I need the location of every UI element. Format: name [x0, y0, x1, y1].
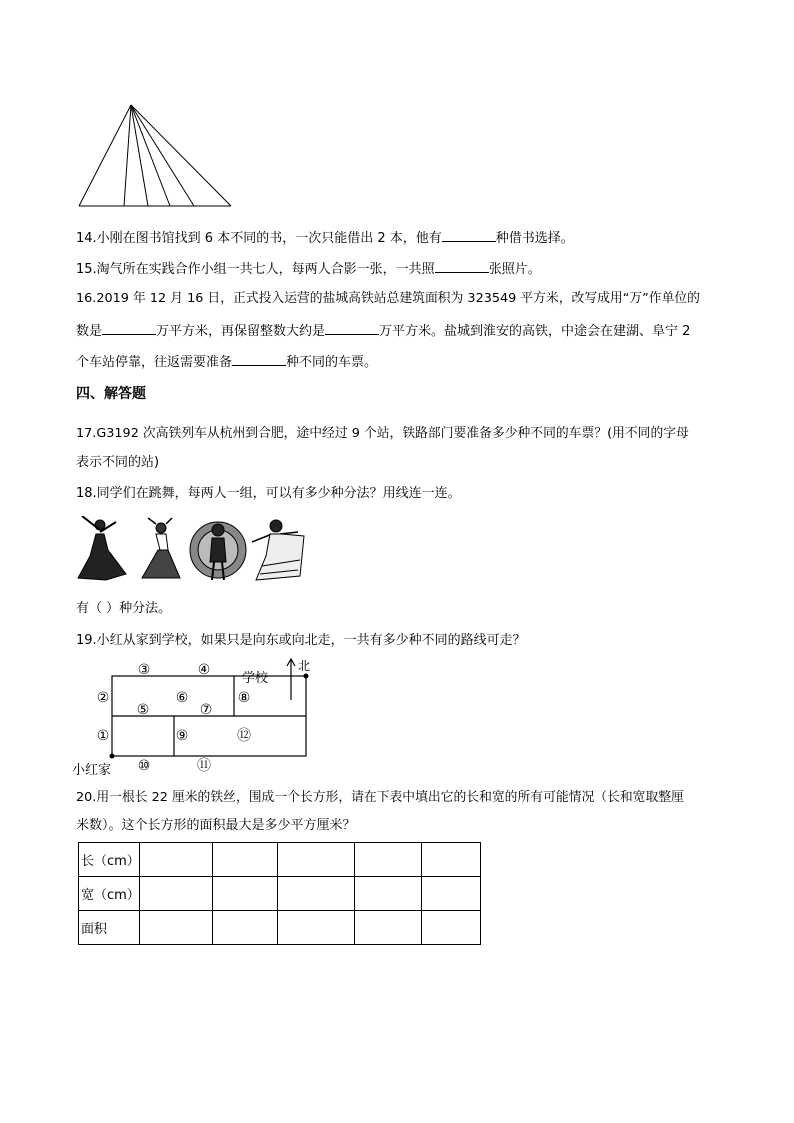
section-heading: 四、解答题: [76, 386, 146, 402]
dancer-4: [252, 520, 304, 580]
table-cell[interactable]: [140, 843, 213, 877]
dancer-3: [190, 522, 246, 580]
route-label-1: ①: [96, 728, 110, 744]
question-18: 18.同学们在跳舞，每两人一组，可以有多少种分法？用线连一连。: [76, 486, 461, 501]
route-label-5: ⑤: [136, 702, 150, 718]
table-cell[interactable]: [422, 843, 481, 877]
table-cell[interactable]: [355, 843, 422, 877]
dancer-2: [142, 518, 180, 578]
question-20-line-1: 20.用一根长 22 厘米的铁丝，围成一个长方形，请在下表中填出它的长和宽的所有可能情况（长和宽取整厘: [76, 790, 684, 805]
row-header: 宽（cm）: [79, 877, 140, 911]
answer-blank[interactable]: [232, 352, 286, 366]
question-14: 14.小刚在图书馆找到 6 本不同的书，一次只能借出 2 本，他有 种借书选择。: [76, 228, 574, 248]
route-label-9: ⑨: [175, 728, 189, 744]
route-label-4: ④: [197, 662, 211, 678]
question-18-answer: 有（ ）种分法。: [76, 601, 172, 616]
answer-table: [78, 842, 481, 945]
route-label-8: ⑧: [237, 690, 251, 706]
table-cell[interactable]: [422, 877, 481, 911]
route-label-6: ⑥: [175, 690, 189, 706]
question-17-line-2: 表示不同的站): [76, 455, 160, 470]
table-cell[interactable]: [278, 843, 355, 877]
question-16-line-2: 数是 万平方米，再保留整数大约是 万平方米。盐城到淮安的高铁，中途会在建湖、阜宁 2: [76, 321, 690, 341]
route-map: [70, 656, 330, 780]
question-20-line-2: 米数）。这个长方形的面积最大是多少平方厘米？: [76, 818, 356, 833]
question-17-line-1: 17.G3192 次高铁列车从杭州到合肥，途中经过 9 个站，铁路部门要准备多少种不同的车票？(用不同的字母: [76, 426, 689, 441]
question-16-line-3: 个车站停靠，往返需要准备 种不同的车票。: [76, 352, 377, 372]
table-row: [79, 911, 481, 945]
table-cell[interactable]: [140, 911, 213, 945]
answer-blank[interactable]: [102, 321, 156, 335]
table-cell[interactable]: [140, 877, 213, 911]
table-cell[interactable]: [355, 877, 422, 911]
table-cell[interactable]: [278, 877, 355, 911]
table-row: [79, 843, 481, 877]
table-cell[interactable]: [355, 911, 422, 945]
school-dot: [304, 674, 309, 679]
table-cell[interactable]: [422, 911, 481, 945]
route-label-10: ⑩: [137, 758, 151, 774]
table-cell[interactable]: [213, 877, 278, 911]
route-label-3: ③: [137, 662, 151, 678]
answer-blank[interactable]: [442, 228, 496, 242]
route-label-2: ②: [96, 690, 110, 706]
home-label: 小红家: [72, 763, 112, 778]
dancer-1: [78, 516, 126, 580]
table-cell[interactable]: [213, 911, 278, 945]
north-label: 北: [298, 659, 311, 673]
route-label-11: ⑪: [197, 758, 211, 774]
route-label-12: ⑫: [237, 728, 251, 744]
row-header: 面积: [79, 911, 140, 945]
question-19: 19.小红从家到学校，如果只是向东或向北走，一共有多少种不同的路线可走？: [76, 633, 526, 648]
question-15: 15.淘气所在实践合作小组一共七人，每两人合影一张，一共照 张照片。: [76, 259, 541, 279]
north-arrow: [287, 659, 295, 700]
school-label: 学校: [242, 671, 269, 686]
table-cell[interactable]: [278, 911, 355, 945]
answer-blank[interactable]: [325, 321, 379, 335]
table-cell[interactable]: [213, 843, 278, 877]
dancers-figure: [76, 516, 334, 584]
triangle-figure: [76, 104, 236, 208]
row-header: 长（cm）: [79, 843, 140, 877]
home-dot: [110, 754, 115, 759]
route-label-7: ⑦: [199, 702, 213, 718]
question-16-line-1: 16.2019 年 12 月 16 日，正式投入运营的盐城高铁站总建筑面积为 323549 平方米，改写成用“万”作单位的: [76, 291, 700, 306]
answer-blank[interactable]: [435, 259, 489, 273]
table-row: [79, 877, 481, 911]
